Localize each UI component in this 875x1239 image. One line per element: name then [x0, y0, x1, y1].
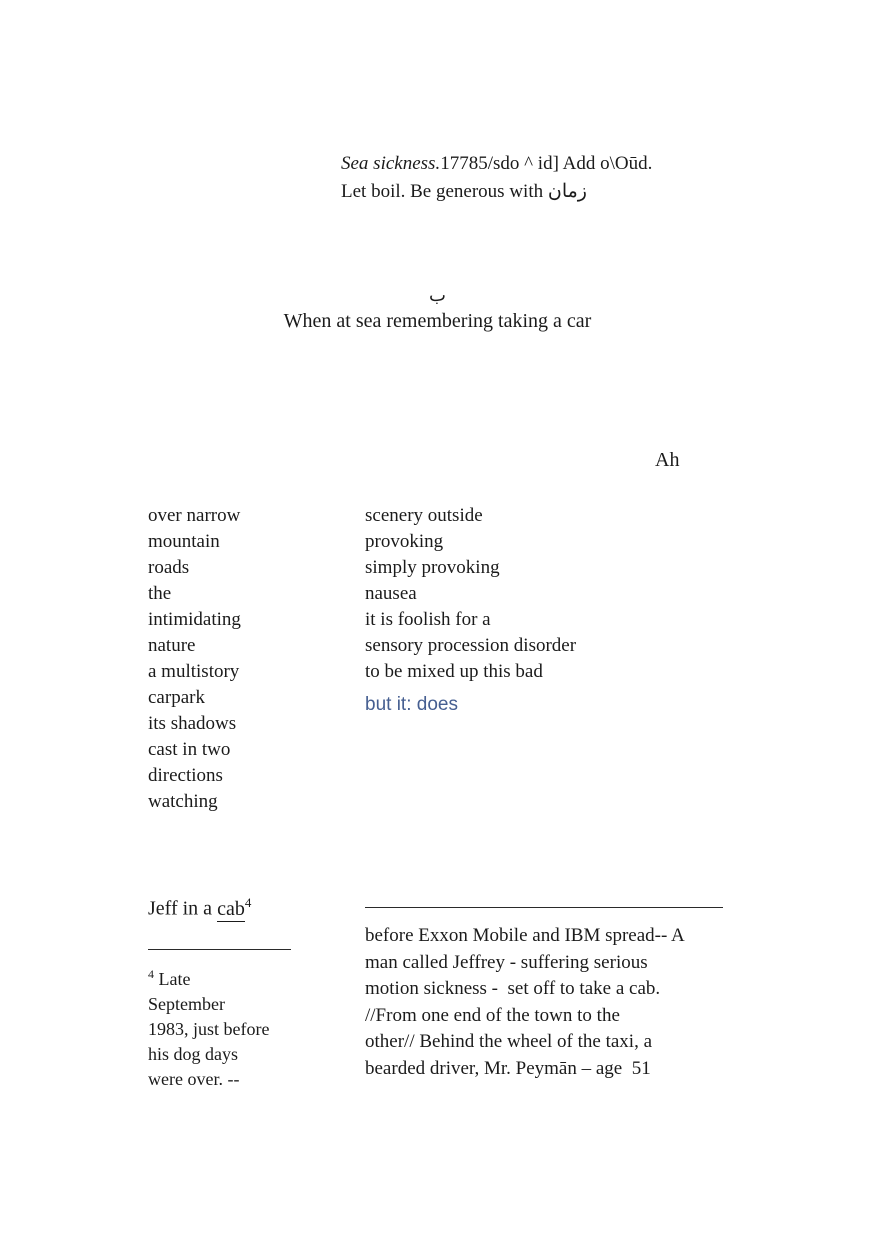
- footnote-block: [148, 949, 298, 1092]
- header-line-2: Let boil. Be generous with زمان: [341, 181, 587, 202]
- center-line: When at sea remembering taking a car: [283, 310, 592, 332]
- poem-left-line: roads: [148, 557, 190, 578]
- caption-footnote-marker: 4: [244, 895, 252, 910]
- poem-right-line: nausea: [365, 583, 417, 604]
- poem-left-line: a multistory: [148, 661, 240, 682]
- right-note-line: bearded driver, Mr. Peymān – age 51: [365, 1057, 651, 1079]
- right-note-separator-rule: [365, 907, 723, 908]
- footnote-line: were over. --: [148, 1069, 240, 1089]
- header-line-1-rest: 17785/sdo ^ id] Add o\Oūd.: [440, 153, 653, 174]
- footnote-separator-rule: [148, 949, 291, 950]
- right-note-line: man called Jeffrey - suffering serious: [365, 951, 648, 973]
- poem-left-line: the: [148, 583, 172, 604]
- footnote-first-line-text: Late: [154, 969, 191, 989]
- caption-prefix: Jeff in a: [148, 897, 218, 920]
- footnote-first-line: [148, 962, 298, 992]
- poem-right-blue-line: but it: does: [365, 694, 458, 715]
- poem-left-column: [148, 503, 241, 815]
- poem-right-line: scenery outside: [365, 505, 483, 526]
- poem-left-line: mountain: [148, 531, 220, 552]
- poem-right-lines: [365, 503, 576, 685]
- poem-right-column: [365, 503, 576, 718]
- poem-right-line: sensory procession disorder: [365, 635, 577, 656]
- poem-left-line: directions: [148, 765, 223, 786]
- interjection-ah: Ah: [655, 449, 680, 471]
- poem-left-line: over narrow: [148, 505, 241, 526]
- header-block: [341, 150, 652, 206]
- right-note-line: other// Behind the wheel of the taxi, a: [365, 1031, 653, 1052]
- poem-left-line: watching: [148, 791, 218, 812]
- right-note-line: //From one end of the town to the: [365, 1004, 620, 1026]
- poem-right-line: provoking: [365, 531, 444, 552]
- caption-jeff-in-a-cab: [148, 895, 251, 921]
- poem-right-line: it is foolish for a: [365, 609, 491, 630]
- footnote-line: his dog days: [148, 1044, 238, 1064]
- right-note-line: motion sickness - set off to take a cab.: [365, 978, 661, 999]
- footnote-lines: [148, 992, 298, 1092]
- poem-left-line: intimidating: [148, 609, 241, 630]
- footnote-line: 1983, just before: [148, 1019, 270, 1039]
- right-note-block: [365, 907, 735, 1082]
- header-line-1-italic: Sea sickness.: [341, 153, 441, 174]
- poem-right-line: simply provoking: [365, 557, 500, 578]
- arabic-letter-beh: ب: [429, 285, 446, 305]
- poem-left-line: its shadows: [148, 713, 237, 734]
- header-line-1: [341, 150, 652, 178]
- center-block: [0, 285, 875, 334]
- poem-right-line: to be mixed up this bad: [365, 661, 543, 682]
- right-note-lines: [365, 923, 735, 1082]
- poem-left-line: nature: [148, 635, 196, 656]
- poem-left-line: cast in two: [148, 739, 231, 760]
- right-note-line: before Exxon Mobile and IBM spread-- A: [365, 925, 685, 946]
- caption-underlined-word: cab: [217, 897, 245, 920]
- poem-left-line: carpark: [148, 687, 205, 708]
- footnote-line: September: [148, 994, 225, 1014]
- footnote-marker: 4: [148, 967, 154, 981]
